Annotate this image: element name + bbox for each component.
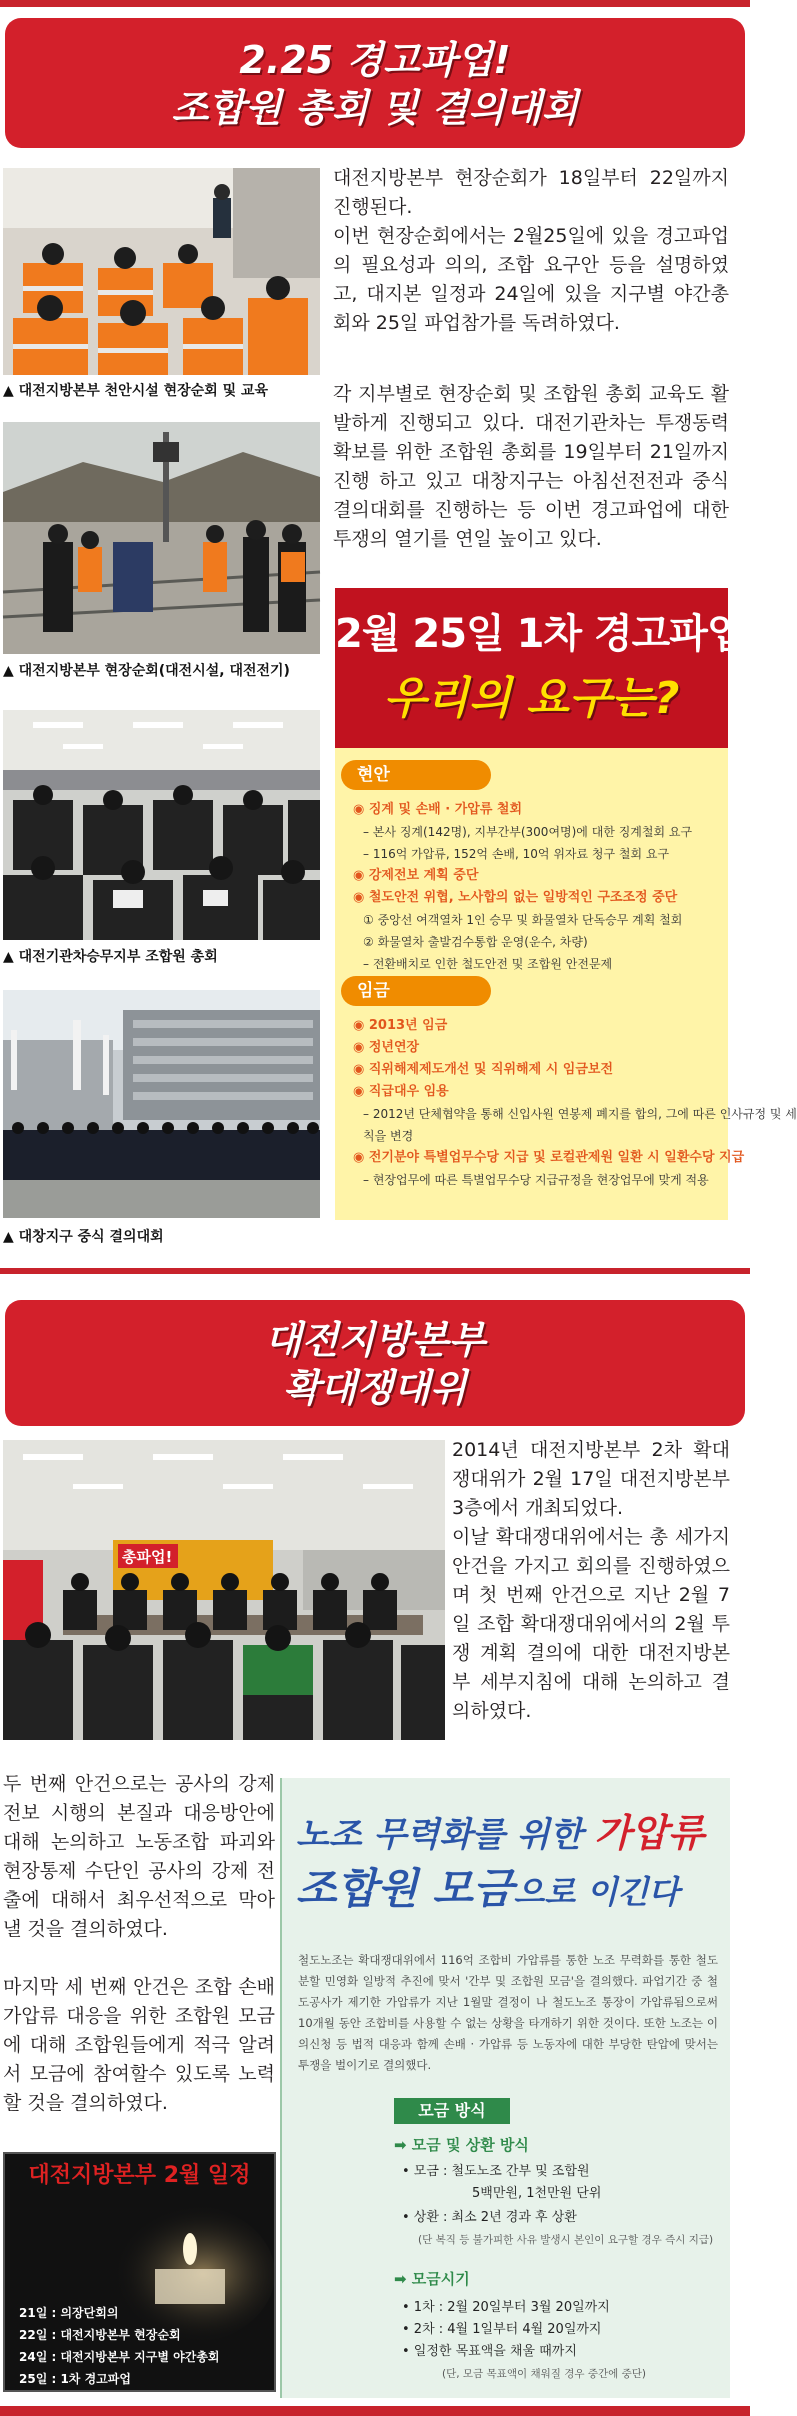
demand-line: – 본사 징계(142명), 지부간부(300여명)에 대한 징계철회 요구	[363, 825, 693, 839]
section2-para1-text-a: 2014년 대전지방본부 2차 확대쟁대위가 2월 17일 대전지방본부 3층에서 개최되었다.	[452, 1439, 730, 1519]
section2-paragraph-2	[3, 1770, 275, 2118]
caption-photo-2: ▲ 대전지방본부 현장순회(대전시설, 대전전기)	[3, 663, 290, 679]
schedule-title: 대전지방본부 2월 일정	[28, 2163, 251, 2188]
demands-title-line1: 2월 25일 1차 경고파업!	[335, 611, 762, 657]
section1-para1-text-b: 이번 현장순회에서는 2월25일에 있을 경고파업의 필요성과 의의, 조합 요구안 등을 설명하였고, 대지본 일정과 24일에 있을 지구별 야간총회와 25일 파업참가를 독려하였다.	[333, 225, 729, 334]
meeting-banner-text: 총파업!	[122, 1548, 173, 1566]
caption-photo-4: ▲ 대창지구 중식 결의대회	[3, 1229, 164, 1245]
donation-title-part-c: 조합원 모금	[296, 1864, 514, 1913]
section2-title-line2: 확대쟁대위	[283, 1366, 467, 1410]
photo-expanded-committee-meeting	[3, 1440, 445, 1740]
top-rule	[0, 0, 750, 7]
schedule-item: 25일 : 1차 경고파업	[19, 2372, 131, 2386]
demand-line: ◉ 직급대우 임용	[353, 1084, 449, 1099]
photo-cheonan-meeting	[3, 168, 320, 375]
section1-paragraph-2: 각 지부별로 현장순회 및 조합원 총회 교육도 활발하게 진행되고 있다. 대전기관차는 투쟁동력 확보를 위한 조합원 총회를 19일부터 21일까지 진행 하고 있고 대창지구는 아침선전전과 중식결의대회를 진행하는 등 이번 경고파업에 대한 투쟁의 열기를 연일 높이고 있다.	[333, 383, 729, 550]
demands-body	[335, 748, 797, 1220]
demands-title-line2: 우리의 요구는?	[383, 673, 680, 724]
donation-period-line-3: • 일정한 목표액을 채울 때까지	[402, 2344, 577, 2359]
donation-period-line-2: • 2차 : 4월 1일부터 4월 20일까지	[402, 2322, 602, 2337]
demands-group-issues-label: 현안	[341, 760, 491, 790]
section2-para2-text-b: 마지막 세 번째 안건은 조합 손배 가압류 대응을 위한 조합원 모금에 대해 조합원들에게 적극 알려서 모금에 참여할수 있도록 노력할 것을 결의하였다.	[3, 1976, 275, 2114]
donation-period-line-1: • 1차 : 2월 20일부터 3월 20일까지	[402, 2300, 610, 2315]
donation-method-label: 모금 방식	[394, 2098, 510, 2124]
donation-method-line-3: • 상환 : 최소 2년 경과 후 상환	[402, 2210, 577, 2225]
section1-para1-text-a: 대전지방본부 현장순회가 18일부터 22일까지 진행된다.	[333, 167, 729, 218]
schedule-item: 21일 : 의장단회의	[19, 2306, 119, 2320]
demand-line: ◉ 정년연장	[353, 1040, 420, 1055]
donation-method-note: (단 복직 등 불가피한 사유 발생시 본인이 요구할 경우 즉시 지급)	[418, 2234, 714, 2246]
section1-paragraph-1	[333, 164, 729, 338]
demand-line: ◉ 강제전보 계획 중단	[353, 868, 479, 883]
section-divider	[0, 1268, 750, 1274]
demand-line: ◉ 전기분야 특별업무수당 지급 및 로컬관제원 일환 시 일환수당 지급	[353, 1150, 745, 1165]
section2-para2-text-a: 두 번째 안건으로는 공사의 강제전보 시행의 본질과 대응방안에 대해 논의하고 노동조합 파괴와 현장통제 수단인 공사의 강제 전출에 대해서 최우선적으로 막아낼 것을 결의하였다.	[3, 1773, 275, 1940]
section1-title-banner	[5, 18, 745, 148]
demands-box	[335, 588, 797, 1220]
demand-line: – 116억 가압류, 152억 손배, 10억 위자료 청구 철회 요구	[363, 847, 670, 861]
photo-locomotive-assembly	[3, 710, 320, 940]
section1-title-line2: 조합원 총회 및 결의대회	[171, 86, 579, 130]
bottom-rule	[0, 2406, 750, 2416]
donation-method-line-1: • 모금 : 철도노조 간부 및 조합원	[402, 2164, 590, 2179]
section2-para1-text-b: 이날 확대쟁대위에서는 총 세가지 안건을 가지고 회의를 진행하였으며 첫 번째 안건으로 지난 2월 7일 조합 확대쟁대위에서의 2월 투쟁 계획 결의에 대한 대전지방본부 세부지침에 대해 논의하고 결의하였다.	[452, 1526, 730, 1722]
demand-line: 칙을 변경	[363, 1129, 414, 1143]
section2-title-line1: 대전지방본부	[264, 1318, 486, 1362]
section2-paragraph-1	[452, 1436, 730, 1726]
demand-line: ◉ 징계 및 손배 · 가압류 철회	[353, 802, 523, 817]
donation-method-line-2: 5백만원, 1천만원 단위	[472, 2186, 602, 2201]
photo-daejeon-site	[3, 422, 320, 654]
demand-line: ◉ 철도안전 위협, 노사합의 없는 일방적인 구조조정 중단	[353, 890, 678, 905]
caption-photo-3: ▲ 대전기관차승무지부 조합원 총회	[3, 949, 218, 965]
donation-period-note: (단, 모금 목표액이 채워질 경우 중간에 중단)	[442, 2368, 646, 2380]
schedule-box	[3, 2152, 276, 2392]
demands-header	[335, 588, 762, 748]
donation-title-line1	[296, 1802, 704, 1857]
donation-title-part-d: 으로 이긴다	[513, 1873, 680, 1911]
demand-line: ◉ 직위해제제도개선 및 직위해제 시 임금보전	[353, 1062, 614, 1077]
demand-line: – 현장업무에 따른 특별업무수당 지급규정을 현장업무에 맞게 적용	[363, 1173, 709, 1187]
donation-period-heading: ➡ 모금시기	[394, 2270, 470, 2288]
donation-title-part-a: 노조 무력화를 위한	[296, 1815, 595, 1855]
demands-group-wage-label: 임금	[341, 976, 491, 1006]
demand-line: – 전환배치로 인한 철도안전 및 조합원 안전문제	[363, 957, 613, 971]
demand-line: ① 중앙선 여객열차 1인 승무 및 화물열차 단독승무 계획 철회	[363, 913, 683, 927]
donation-method-heading: ➡ 모금 및 상환 방식	[394, 2136, 529, 2154]
photo-daechang-rally	[3, 990, 320, 1218]
caption-photo-1: ▲ 대전지방본부 천안시설 현장순회 및 교육	[3, 383, 269, 399]
donation-body-text: 철도노조는 확대쟁대위에서 116억 조합비 가압류를 통한 노조 무력화를 통한 철도 분할 민영화 일방적 추진에 맞서 '간부 및 조합원 모금'을 결의했다. 파업기간 중 철도공사가 제기한 가압류가 지난 1월말 결정이 나 철도노조 통장이 가압류됨으로써 10개월 동안 조합비를 사용할 수 없는 상황을 타개하기 위한 것이다. 또한 노조는 이의신청 등 법적 대응과 함께 손배 · 가압류 등 노동자에 대한 부당한 탄압에 맞서는 투쟁을 벌이기로 결의했다.	[298, 1953, 718, 2072]
schedule-item: 22일 : 대전지방본부 현장순회	[19, 2328, 181, 2342]
donation-title-line2	[296, 1856, 679, 1916]
schedule-item: 24일 : 대전지방본부 지구별 야간총회	[19, 2350, 220, 2364]
donation-title-part-b: 가압류	[594, 1811, 705, 1855]
section1-title-line1: 2.25 경고파업!	[239, 38, 511, 82]
demand-line: ◉ 2013년 임금	[353, 1018, 448, 1033]
demand-line: – 2012년 단체협약을 통해 신입사원 연봉제 폐지를 합의, 그에 따른 인사규정 및 세	[363, 1107, 797, 1121]
section2-title-banner	[5, 1300, 745, 1426]
donation-box	[280, 1778, 730, 2398]
demand-line: ② 화물열차 출발검수통합 운영(운수, 차량)	[363, 935, 588, 949]
